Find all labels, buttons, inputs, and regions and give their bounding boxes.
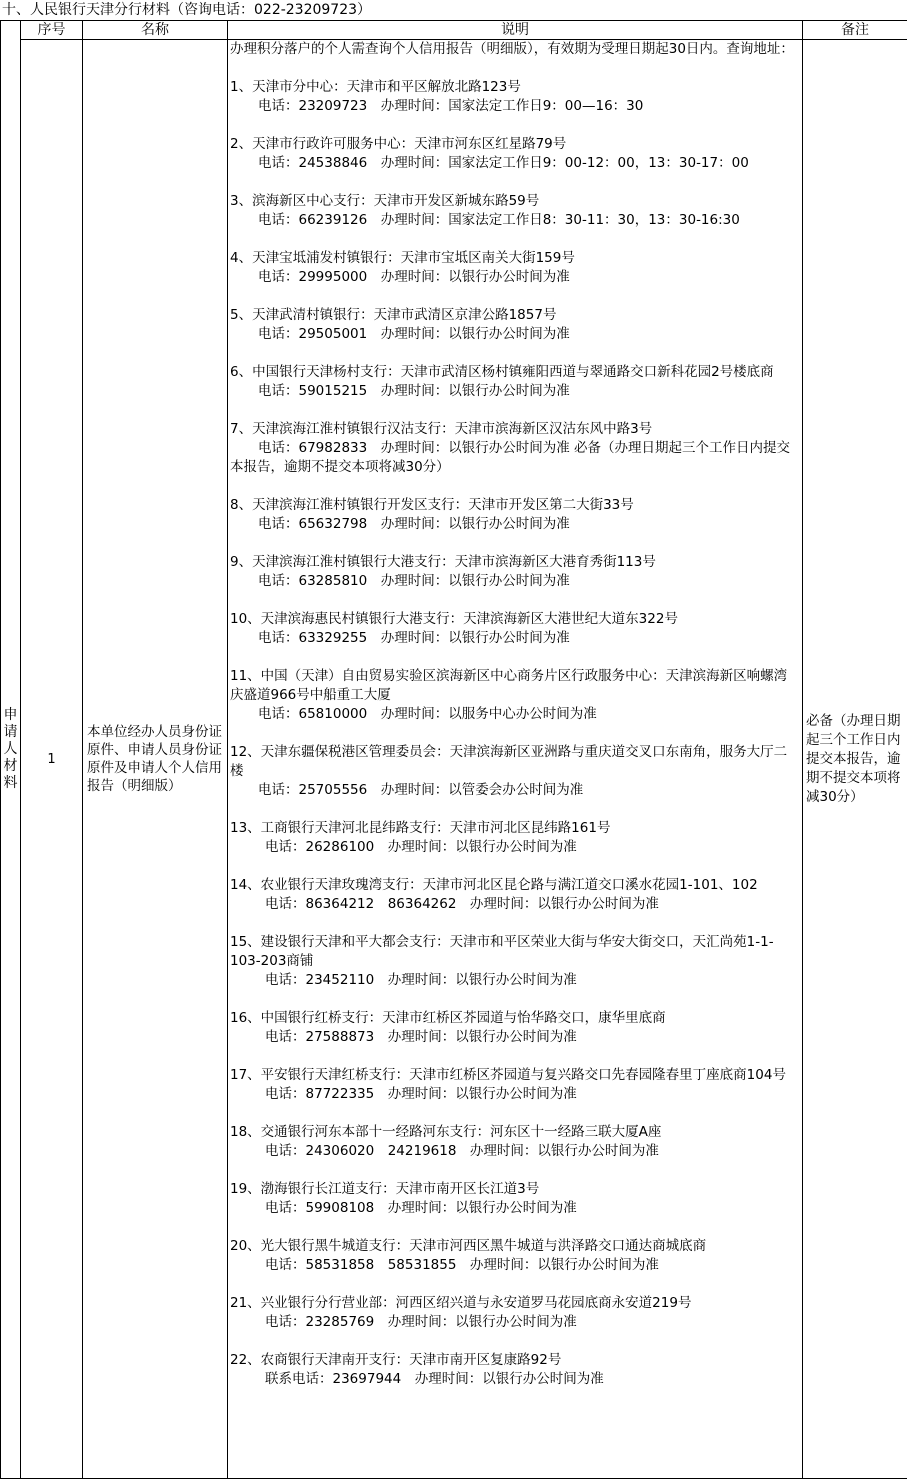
branch-phone: 电话：24306020 24219618 办理时间：以银行办公时间为准: [265, 1143, 659, 1159]
branch-phone: 电话：26286100 办理时间：以银行办公时间为准: [265, 839, 577, 855]
branch-address: 19、渤海银行长江道支行：天津市南开区长江道3号: [230, 1181, 540, 1197]
branch-entry: [230, 1123, 800, 1161]
branch-phone: 电话：23452110 办理时间：以银行办公时间为准: [265, 972, 577, 988]
category-char: 申: [3, 707, 18, 723]
branch-address: 20、光大银行黑牛城道支行：天津市河西区黑牛城道与洪泽路交口通达商城底商: [230, 1238, 707, 1254]
branch-phone: 联系电话：23697944 办理时间：以银行办公时间为准: [265, 1371, 604, 1387]
branch-address: 8、天津滨海江淮村镇银行开发区支行：天津市开发区第二大街33号: [230, 497, 634, 513]
branch-entry: [230, 135, 800, 173]
category-char: 料: [3, 775, 18, 791]
material-description: [228, 40, 803, 1479]
category-label: [1, 707, 20, 792]
materials-table: [0, 20, 907, 1479]
branch-address: 22、农商银行天津南开支行：天津市南开区复康路92号: [230, 1352, 562, 1368]
material-note: 必备（办理日期起三个工作日内提交本报告，逾期不提交本项将减30分）: [803, 40, 907, 1479]
branch-phone: 电话：25705556 办理时间：以管委会办公时间为准: [258, 782, 584, 798]
branch-address: 5、天津武清村镇银行：天津市武清区京津公路1857号: [230, 307, 557, 323]
branch-entry: [230, 78, 800, 116]
section-title: 十、人民银行天津分行材料（咨询电话：022-23209723）: [2, 0, 907, 21]
branch-entry: [230, 553, 800, 591]
branch-entry: [230, 306, 800, 344]
branch-address: 13、工商银行天津河北昆纬路支行：天津市河北区昆纬路161号: [230, 820, 611, 836]
branch-address: 10、天津滨海惠民村镇银行大港支行：天津滨海新区大港世纪大道东322号: [230, 611, 678, 627]
branch-phone: 电话：86364212 86364262 办理时间：以银行办公时间为准: [265, 896, 659, 912]
branch-address: 21、兴业银行分行营业部：河西区绍兴道与永安道罗马花园底商永安道219号: [230, 1295, 692, 1311]
branch-phone: 电话：63285810 办理时间：以银行办公时间为准: [258, 573, 570, 589]
branch-address: 4、天津宝坻浦发村镇银行：天津市宝坻区南关大街159号: [230, 250, 575, 266]
branch-address: 7、天津滨海江淮村镇银行汉沽支行：天津市滨海新区汉沽东风中路3号: [230, 421, 653, 437]
branch-phone: 电话：65810000 办理时间：以服务中心办公时间为准: [258, 706, 597, 722]
branch-entry: [230, 876, 800, 914]
branch-address: 14、农业银行天津玫瑰湾支行：天津市河北区昆仑路与满江道交口溪水花园1-101、102: [230, 877, 758, 893]
branch-phone: 电话：87722335 办理时间：以银行办公时间为准: [265, 1086, 577, 1102]
category-char: 人: [3, 741, 18, 757]
branch-address: 2、天津市行政许可服务中心：天津市河东区红星路79号: [230, 136, 567, 152]
branch-phone: 电话：59015215 办理时间：以银行办公时间为准: [258, 383, 570, 399]
header-desc: 说明: [228, 21, 803, 40]
branch-entry: [230, 1180, 800, 1218]
category-cell: [1, 21, 21, 1479]
branch-entry: [230, 933, 800, 990]
branch-entry: [230, 1009, 800, 1047]
header-row: [1, 21, 907, 40]
branch-phone: 电话：59908108 办理时间：以银行办公时间为准: [265, 1200, 577, 1216]
branch-entry: [230, 1237, 800, 1275]
branch-entry: [230, 249, 800, 287]
header-name: 名称: [83, 21, 228, 40]
category-char: 请: [3, 724, 18, 740]
branch-phone: 电话：24538846 办理时间：国家法定工作日9：00-12：00，13：30-17：00: [258, 155, 749, 171]
branch-entry: [230, 363, 800, 401]
branch-phone: 电话：63329255 办理时间：以银行办公时间为准: [258, 630, 570, 646]
branch-entry: [230, 496, 800, 534]
branch-entry: [230, 667, 800, 724]
branch-address: 3、滨海新区中心支行：天津市开发区新城东路59号: [230, 193, 540, 209]
material-name: 本单位经办人员身份证原件、申请人员身份证原件及申请人个人信用报告（明细版）: [83, 40, 228, 1479]
branch-phone: 电话：23285769 办理时间：以银行办公时间为准: [265, 1314, 577, 1330]
material-row: [1, 40, 907, 1479]
branch-phone: 电话：65632798 办理时间：以银行办公时间为准: [258, 516, 570, 532]
branch-phone: 电话：23209723 办理时间：国家法定工作日9：00—16：30: [258, 98, 644, 114]
row-number: 1: [21, 40, 83, 1479]
branch-entry: [230, 420, 800, 477]
branch-address: 11、中国（天津）自由贸易实验区滨海新区中心商务片区行政服务中心：天津滨海新区响螺湾庆盛道966号中船重工大厦: [230, 668, 788, 703]
branch-address: 6、中国银行天津杨村支行：天津市武清区杨村镇雍阳西道与翠通路交口新科花园2号楼底商: [230, 364, 774, 380]
branch-entry: [230, 819, 800, 857]
header-no: 序号: [21, 21, 83, 40]
branch-phone: 电话：58531858 58531855 办理时间：以银行办公时间为准: [265, 1257, 659, 1273]
branch-phone: 电话：66239126 办理时间：国家法定工作日8：30-11：30，13：30-16:30: [258, 212, 740, 228]
branch-address: 17、平安银行天津红桥支行：天津市红桥区芥园道与复兴路交口先春园隆春里丁座底商104号: [230, 1067, 786, 1083]
branch-entry: [230, 1066, 800, 1104]
branch-address: 18、交通银行河东本部十一经路河东支行：河东区十一经路三联大厦A座: [230, 1124, 662, 1140]
branch-entry: [230, 1294, 800, 1332]
branch-address: 15、建设银行天津和平大都会支行：天津市和平区荣业大街与华安大街交口，天汇尚苑1-1-103-203商铺: [230, 934, 774, 969]
branch-address: 1、天津市分中心：天津市和平区解放北路123号: [230, 79, 521, 95]
branch-entry: [230, 1351, 800, 1389]
header-note: 备注: [803, 21, 907, 40]
branch-address: 16、中国银行红桥支行：天津市红桥区芥园道与怡华路交口，康华里底商: [230, 1010, 666, 1026]
description-intro: 办理积分落户的个人需查询个人信用报告（明细版），有效期为受理日期起30日内。查询地址：: [230, 41, 794, 57]
branch-address: 9、天津滨海江淮村镇银行大港支行：天津市滨海新区大港育秀街113号: [230, 554, 656, 570]
branch-entry: [230, 192, 800, 230]
branch-list: [230, 78, 800, 1389]
branch-phone: 电话：29995000 办理时间：以银行办公时间为准: [258, 269, 570, 285]
branch-entry: [230, 610, 800, 648]
branch-phone: 电话：29505001 办理时间：以银行办公时间为准: [258, 326, 570, 342]
branch-address: 12、天津东疆保税港区管理委员会：天津滨海新区亚洲路与重庆道交叉口东南角，服务大厅二楼: [230, 744, 788, 779]
branch-phone: 电话：67982833 办理时间：以银行办公时间为准 必备（办理日期起三个工作日内提交本报告，逾期不提交本项将减30分）: [230, 440, 791, 475]
branch-entry: [230, 743, 800, 800]
branch-phone: 电话：27588873 办理时间：以银行办公时间为准: [265, 1029, 577, 1045]
category-char: 材: [3, 758, 18, 774]
